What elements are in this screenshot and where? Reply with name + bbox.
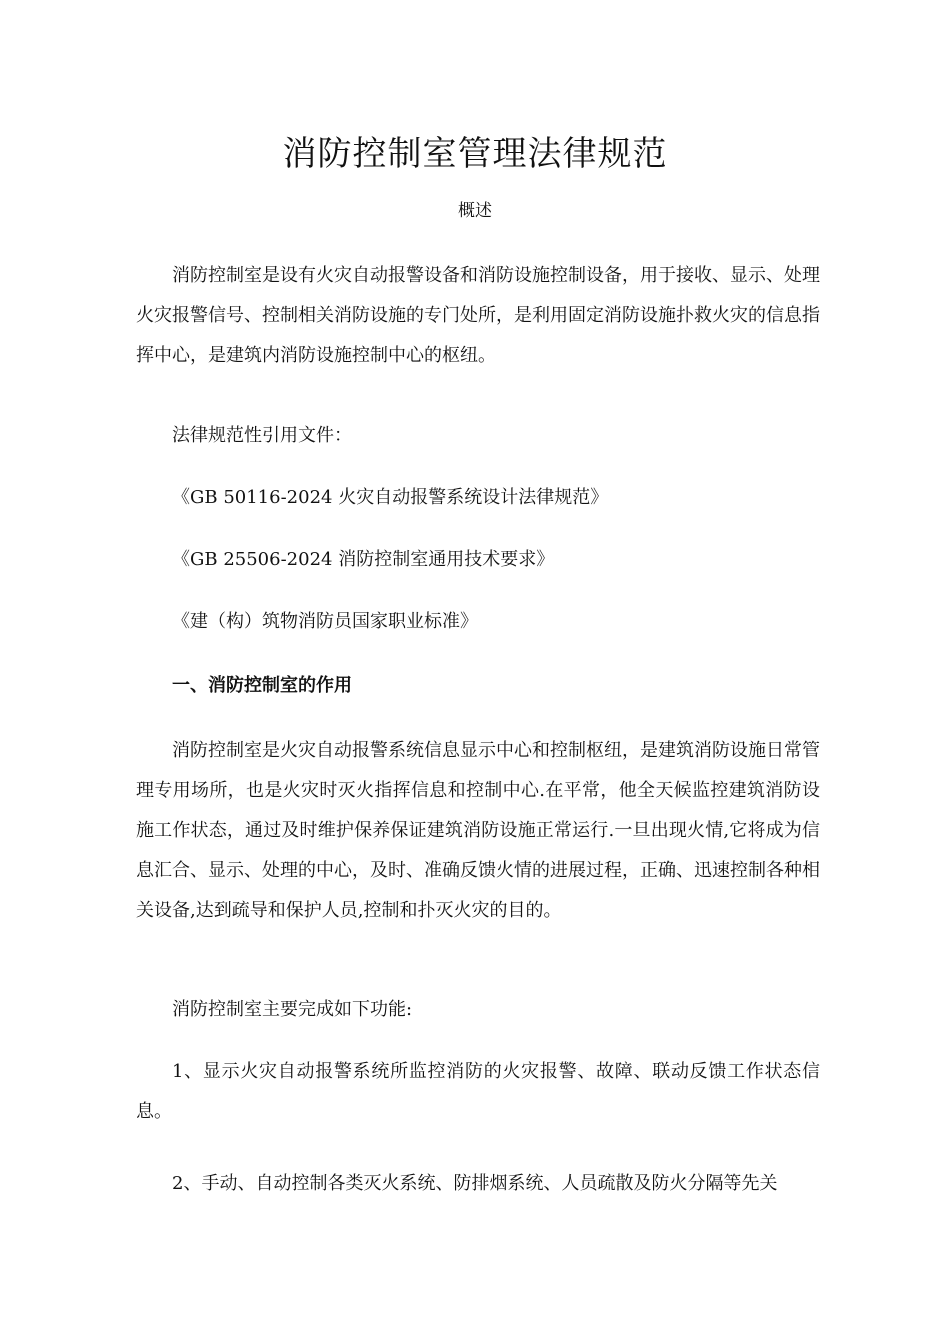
functions-label: 消防控制室主要完成如下功能: [172,999,413,1020]
section1-paragraph: 消防控制室是火灾自动报警系统信息显示中心和控制枢纽，是建筑消防设施日常管理专用场所，也是火灾时灭火指挥信息和控制中心.在平常，他全天候监控建筑消防设施工作状态，通过及时维护保养保证建筑消防设施正常运行.一旦出现火情,它将成为信息汇合、显示、处理的中心，及时、准确反馈火情的进展过程，正确、迅速控制各种相关设备,达到疏导和保护人员,控制和扑灭火灾的目的。 [136,740,820,921]
reference-item: 《GB 25506-2024 消防控制室通用技术要求》 [172,549,555,570]
section-heading: 一、消防控制室的作用 [172,675,352,696]
reference-item: 《GB 50116-2024 火灾自动报警系统设计法律规范》 [172,487,609,508]
function-item: 1、显示火灾自动报警系统所监控消防的火灾报警、故障、联动反馈工作状态信息。 [136,1061,820,1122]
references-label: 法律规范性引用文件： [172,425,352,446]
intro-paragraph: 消防控制室是设有火灾自动报警设备和消防设施控制设备，用于接收、显示、处理火灾报警信号、控制相关消防设施的专门处所，是利用固定消防设施扑救火灾的信息指挥中心，是建筑内消防设施控制中心的枢纽。 [136,265,820,366]
document-title: 消防控制室管理法律规范 [282,134,668,174]
reference-item: 《建（构）筑物消防员国家职业标准》 [172,611,478,632]
function-item: 2、手动、自动控制各类灭火系统、防排烟系统、人员疏散及防火分隔等先关 [172,1173,778,1194]
document-subtitle: 概述 [458,201,492,221]
